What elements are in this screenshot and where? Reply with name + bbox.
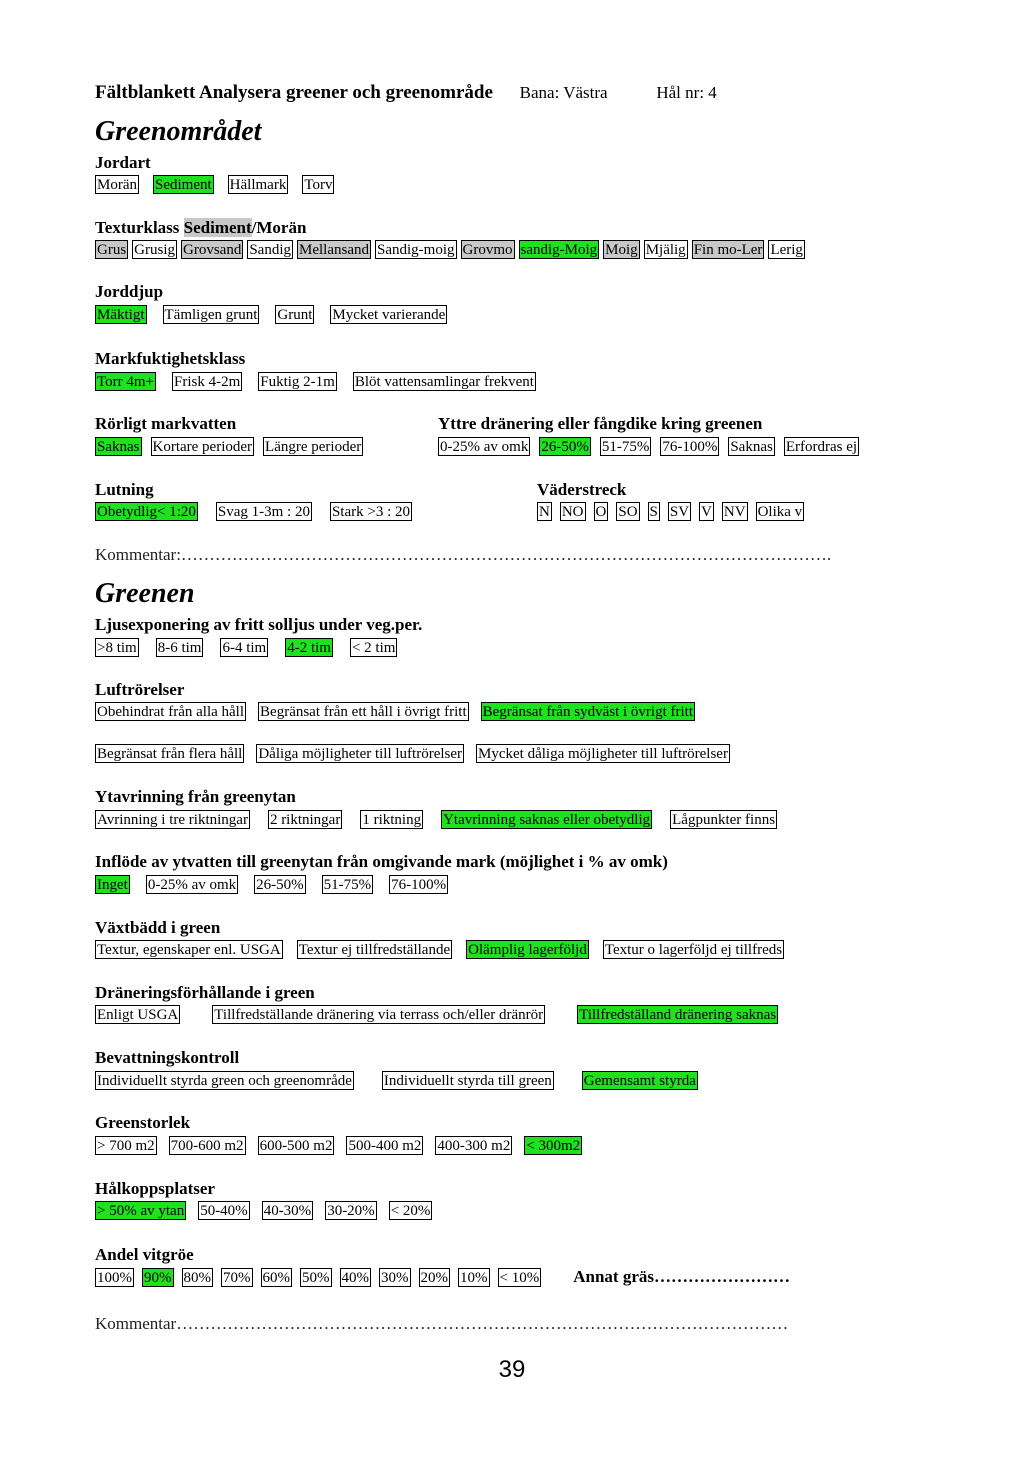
label-texturklass-a: Texturklass: [95, 218, 184, 237]
label-vaxtbadd: Växtbädd i green: [95, 918, 221, 937]
option-40-30[interactable]: 40-30%: [263, 1203, 312, 1219]
option-30-20[interactable]: 30-20%: [327, 1203, 375, 1219]
option-60[interactable]: 60%: [262, 1269, 290, 1286]
option-saknas[interactable]: Saknas: [730, 439, 773, 455]
options-andel-vitgroe: [95, 1267, 790, 1287]
label-inflode: Inflöde av ytvatten till greenytan från omgivande mark (möjlighet i % av omk): [95, 852, 668, 871]
option-enligt-usga[interactable]: Enligt USGA: [97, 1007, 179, 1023]
option-6-4[interactable]: 6-4 tim: [222, 640, 267, 656]
option-moig[interactable]: Moig: [605, 242, 638, 258]
option-20[interactable]: 20%: [420, 1269, 448, 1286]
option-grovsand[interactable]: Grovsand: [183, 242, 242, 258]
option-mellansand[interactable]: Mellansand: [299, 242, 369, 258]
option-0-25[interactable]: 0-25% av omk: [440, 439, 529, 455]
option-lt300[interactable]: < 300m2: [526, 1138, 581, 1154]
hole-number: Hål nr: 4: [656, 83, 717, 102]
option-50-40[interactable]: 50-40%: [200, 1203, 248, 1219]
option-tillfredstallande[interactable]: Tillfredställande dränering via terrass och/eller dränrör: [214, 1007, 544, 1023]
options-rorligt-markvatten: [95, 437, 363, 456]
option-51-75[interactable]: 51-75%: [323, 877, 372, 893]
option-textur-ej[interactable]: Textur ej tillfredställande: [298, 942, 451, 958]
label-lutning: Lutning: [95, 480, 154, 499]
option-o[interactable]: O: [595, 504, 607, 520]
option-hallmark[interactable]: Hällmark: [229, 177, 287, 193]
option-no[interactable]: NO: [561, 504, 584, 520]
option-individuellt-greenomrade[interactable]: Individuellt styrda green och greenområde: [97, 1073, 352, 1089]
label-yttre-dranering: Yttre dränering eller fångdike kring greenen: [438, 414, 763, 433]
option-8-6[interactable]: 8-6 tim: [157, 640, 202, 656]
option-obehindrat[interactable]: Obehindrat från alla håll: [97, 704, 245, 720]
comment-line-greenomradet[interactable]: Kommentar:…………………………………………………………………………………………………….: [95, 545, 832, 564]
option-obetydlig[interactable]: Obetydlig< 1:20: [97, 504, 196, 520]
option-grunt[interactable]: Grunt: [277, 307, 313, 323]
option-4-2[interactable]: 4-2 tim: [287, 640, 331, 656]
option-saknas[interactable]: Saknas: [97, 439, 140, 455]
options-vaxtbadd: [95, 940, 784, 959]
options-halkoppsplatser: [95, 1201, 432, 1220]
label-halkoppsplatser: Hålkoppsplatser: [95, 1179, 215, 1198]
options-bevattningskontroll: [95, 1071, 698, 1090]
option-gt8[interactable]: >8 tim: [97, 640, 137, 656]
option-textur-lagerfoljd[interactable]: Textur o lagerföljd ej tillfreds: [604, 942, 783, 958]
option-ytavrinning-saknas[interactable]: Ytavrinning saknas eller obetydlig: [443, 812, 651, 828]
option-langre-perioder[interactable]: Längre perioder: [265, 439, 362, 455]
course-label: Bana: Västra: [519, 83, 608, 102]
option-s[interactable]: S: [649, 504, 658, 520]
option-26-50[interactable]: 26-50%: [541, 439, 589, 455]
option-textur-usga[interactable]: Textur, egenskaper enl. USGA: [97, 942, 281, 958]
option-lagpunkter[interactable]: Lågpunkter finns: [672, 812, 776, 828]
option-30[interactable]: 30%: [381, 1269, 409, 1286]
option-lt2[interactable]: < 2 tim: [351, 640, 396, 656]
options-yttre-dranering: [438, 437, 859, 456]
option-fuktig[interactable]: Fuktig 2-1m: [260, 374, 335, 390]
option-sandig[interactable]: Sandig: [249, 242, 292, 258]
options-lutning: [95, 502, 412, 521]
option-500-400[interactable]: 500-400 m2: [348, 1138, 422, 1154]
label-texturklass-moran: /Morän: [251, 218, 307, 237]
form-title: Fältblankett Analysera greener och greenområde: [95, 82, 493, 103]
options-vaderstrack: [537, 502, 804, 521]
option-70[interactable]: 70%: [223, 1269, 251, 1286]
label-texturklass-sediment: Sediment: [183, 218, 252, 237]
comment-line-greenen[interactable]: Kommentar………………………………………………………………………………………………: [95, 1314, 789, 1333]
option-erfordras-ej[interactable]: Erfordras ej: [785, 439, 858, 455]
option-lerig[interactable]: Lerig: [770, 242, 803, 258]
option-0-25[interactable]: 0-25% av omk: [147, 877, 237, 893]
option-kortare-perioder[interactable]: Kortare perioder: [152, 439, 253, 455]
section-heading-greenen: Greenen: [95, 578, 195, 609]
option-sv[interactable]: SV: [669, 504, 690, 520]
option-torv[interactable]: Torv: [304, 177, 333, 193]
label-vaderstrack: Väderstreck: [537, 480, 627, 499]
options-texturklass: [95, 240, 805, 259]
options-ytavrinning: [95, 810, 777, 829]
option-v[interactable]: V: [701, 504, 712, 520]
option-26-50[interactable]: 26-50%: [256, 877, 304, 893]
label-andel-vitgroe: Andel vitgröe: [95, 1245, 194, 1264]
option-400-300[interactable]: 400-300 m2: [437, 1138, 511, 1154]
option-daliga[interactable]: Dåliga möjligheter till luftrörelser: [258, 746, 463, 762]
label-ljusexponering: Ljusexponering av fritt solljus under veg.per.: [95, 615, 423, 634]
option-mjalig[interactable]: Mjälig: [645, 242, 686, 258]
label-luftrorelser: Luftrörelser: [95, 680, 185, 699]
option-grus[interactable]: Grus: [97, 242, 127, 258]
option-so[interactable]: SO: [618, 504, 638, 520]
option-76-100[interactable]: 76-100%: [662, 439, 718, 455]
label-bevattningskontroll: Bevattningskontroll: [95, 1048, 240, 1067]
option-gemensamt[interactable]: Gemensamt styrda: [583, 1073, 696, 1089]
option-dranering-saknas[interactable]: Tillfredställand dränering saknas: [579, 1007, 777, 1023]
label-greenstorlek: Greenstorlek: [95, 1113, 191, 1132]
option-grovmo[interactable]: Grovmo: [462, 242, 513, 258]
option-lt20[interactable]: < 20%: [390, 1203, 431, 1219]
option-2-riktningar[interactable]: 2 riktningar: [269, 812, 341, 828]
options-luftrorelser-row2: [95, 744, 730, 763]
option-frisk[interactable]: Frisk 4-2m: [173, 374, 241, 390]
option-begransat-sydvast[interactable]: Begränsat från sydväst i övrigt fritt: [482, 704, 694, 720]
option-mycket-varierande[interactable]: Mycket varierande: [332, 307, 446, 323]
label-draneringsforhallande: Dräneringsförhållande i green: [95, 983, 315, 1002]
option-begransat-flera[interactable]: Begränsat från flera håll: [97, 746, 243, 762]
option-76-100[interactable]: 76-100%: [391, 877, 447, 893]
options-draneringsforhallande: [95, 1005, 778, 1024]
option-stark[interactable]: Stark >3 : 20: [331, 504, 411, 520]
option-sandig-moig-selected[interactable]: sandig-Moig: [520, 242, 598, 258]
option-80[interactable]: 80%: [183, 1269, 211, 1286]
option-50[interactable]: 50%: [302, 1269, 330, 1286]
label-texturklass: [95, 218, 306, 238]
options-jordart: [95, 175, 334, 194]
option-tamligen-grunt[interactable]: Tämligen grunt: [164, 307, 258, 323]
option-olika-v[interactable]: Olika v: [757, 504, 803, 520]
option-sandig-moig[interactable]: Sandig-moig: [377, 242, 455, 258]
option-tre-riktningar[interactable]: Avrinning i tre riktningar: [97, 812, 248, 828]
option-moran[interactable]: Morän: [97, 177, 137, 193]
option-100[interactable]: 100%: [97, 1269, 132, 1286]
label-ytavrinning: Ytavrinning från greenytan: [95, 787, 296, 806]
option-inget[interactable]: Inget: [97, 877, 128, 893]
options-luftrorelser-row1: [95, 702, 695, 721]
option-gt50[interactable]: > 50% av ytan: [97, 1203, 185, 1219]
label-rorligt-markvatten: Rörligt markvatten: [95, 414, 237, 433]
options-jorddjup: [95, 305, 447, 324]
option-svag[interactable]: Svag 1-3m : 20: [217, 504, 310, 520]
options-inflode: [95, 875, 448, 894]
options-greenstorlek: [95, 1136, 582, 1155]
option-10[interactable]: 10%: [460, 1269, 488, 1286]
annat-gras-field[interactable]: Annat gräs……………………: [573, 1267, 790, 1286]
form-header: [95, 82, 717, 104]
option-90[interactable]: 90%: [144, 1269, 172, 1286]
option-individuellt-green[interactable]: Individuellt styrda till green: [383, 1073, 552, 1089]
option-mycket-daliga[interactable]: Mycket dåliga möjligheter till luftrörelser: [478, 746, 728, 762]
option-1-riktning[interactable]: 1 riktning: [362, 812, 422, 828]
label-markfuktighetsklass: Markfuktighetsklass: [95, 349, 246, 368]
option-n[interactable]: N: [539, 504, 550, 520]
option-40[interactable]: 40%: [341, 1269, 369, 1286]
label-jordart: Jordart: [95, 153, 151, 172]
option-51-75[interactable]: 51-75%: [601, 439, 650, 455]
label-jorddjup: Jorddjup: [95, 282, 164, 301]
section-heading-greenomradet: Greenområdet: [95, 116, 262, 147]
options-ljusexponering: [95, 638, 397, 657]
option-sediment[interactable]: Sediment: [155, 177, 212, 193]
option-begransat-ett-hall[interactable]: Begränsat från ett håll i övrigt fritt: [260, 704, 467, 720]
option-grusig[interactable]: Grusig: [134, 242, 176, 258]
option-nv[interactable]: NV: [723, 504, 746, 520]
option-gt700[interactable]: > 700 m2: [97, 1138, 155, 1154]
option-blot[interactable]: Blöt vattensamlingar frekvent: [354, 374, 534, 390]
option-torr[interactable]: Torr 4m+: [97, 374, 154, 390]
options-markfuktighetsklass: [95, 372, 536, 391]
option-fin-mo-ler[interactable]: Fin mo-Ler: [693, 242, 763, 258]
option-maktigt[interactable]: Mäktigt: [97, 307, 145, 323]
option-700-600[interactable]: 700-600 m2: [170, 1138, 244, 1154]
option-lt10[interactable]: < 10%: [499, 1269, 540, 1286]
page-number: 39: [498, 1356, 526, 1383]
option-olamplig[interactable]: Olämplig lagerföljd: [468, 942, 587, 958]
option-600-500[interactable]: 600-500 m2: [259, 1138, 333, 1154]
